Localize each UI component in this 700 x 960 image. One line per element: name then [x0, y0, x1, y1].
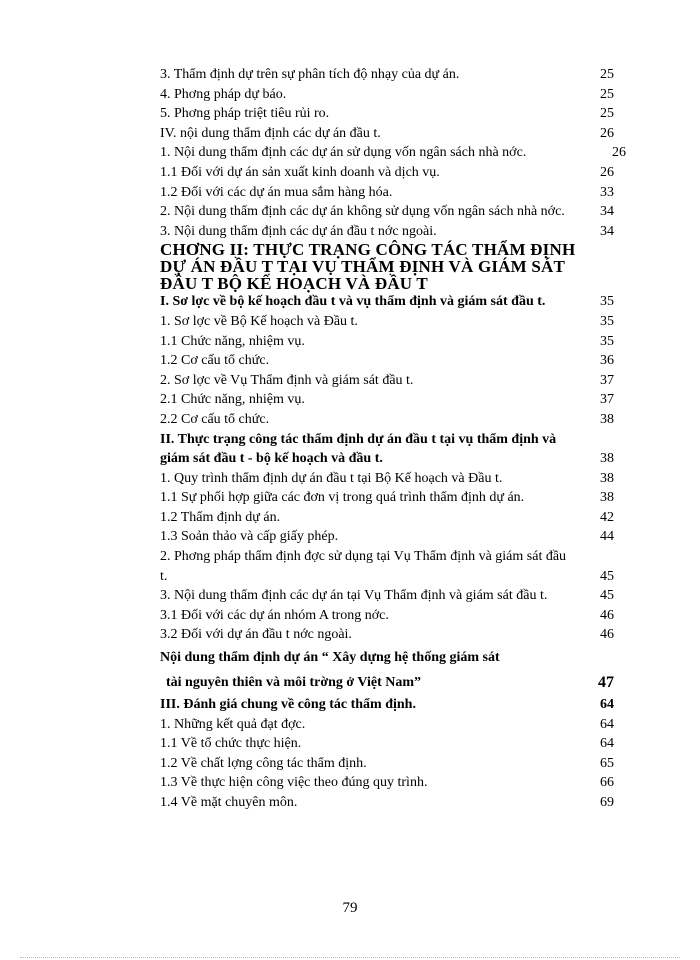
- toc-entry-text: 1.2 Đối với các dự án mua sắm hàng hóa.: [160, 184, 393, 200]
- toc-entry-page: 46: [600, 627, 614, 643]
- toc-entry: [160, 527, 620, 547]
- toc-entry: [160, 390, 620, 410]
- toc-entry: [160, 586, 614, 606]
- toc-entry-page: 26: [600, 164, 614, 180]
- toc-entry-text: IV. nội dung thẩm định các dự án đầu t.: [160, 125, 381, 141]
- toc-entry: [160, 606, 620, 626]
- toc-entry: [160, 508, 620, 528]
- toc-entry: [160, 695, 620, 715]
- toc-entry-page: 44: [600, 529, 614, 545]
- toc-entry: [160, 202, 614, 222]
- toc-entry: [160, 430, 614, 469]
- toc-entry: [160, 222, 620, 242]
- toc-entry-page: 35: [600, 313, 614, 329]
- toc-entry-page: 38: [600, 411, 614, 427]
- toc-entry: [160, 183, 620, 203]
- toc-entry-page: 64: [600, 716, 614, 732]
- toc-entry-page: 26: [600, 125, 614, 141]
- page-number: 79: [342, 900, 358, 916]
- toc-entry-page: 35: [600, 333, 614, 349]
- toc-entry: [160, 104, 620, 124]
- toc-entry-page: 66: [600, 775, 614, 791]
- toc-entry-page: 42: [600, 509, 614, 525]
- toc-entry-text: tài nguyên thiên và môi trờng ở Việt Nam”: [166, 675, 422, 691]
- toc-entry-text: 3. Nội dung thẩm định các dự án đầu t nớc ngoài.: [160, 223, 437, 239]
- toc-entry: [160, 670, 620, 695]
- toc-entry-page: 46: [600, 607, 614, 623]
- toc-entry-text: 1.3 Về thực hiện công việc theo đúng quy trình.: [160, 775, 428, 791]
- toc-entry-text: 4. Phơng pháp dự báo.: [160, 86, 287, 102]
- toc-entry: [160, 65, 620, 85]
- toc-entry-page: 45: [600, 568, 614, 584]
- toc-entry-text: 1.2 Thẩm định dự án.: [160, 509, 281, 525]
- toc-entry-text: 5. Phơng pháp triệt tiêu rủi ro.: [160, 106, 330, 122]
- toc-entry: [160, 488, 620, 508]
- toc-entry-page: 35: [600, 294, 614, 310]
- toc-entry: [160, 85, 620, 105]
- toc-entry-text: 2. Sơ lợc về Vụ Thẩm định và giám sát đầu t.: [160, 372, 414, 388]
- toc-entry: [160, 163, 620, 183]
- toc-entry: [160, 547, 614, 586]
- toc-entry: [160, 292, 614, 312]
- toc-entry: [160, 124, 620, 144]
- toc-entry-page: 38: [600, 451, 614, 467]
- toc-entry: [160, 625, 620, 645]
- toc-entry-page: 38: [600, 490, 614, 506]
- toc-entry: [160, 410, 620, 430]
- toc-entry: [160, 754, 620, 774]
- toc-entry-page: 47: [598, 674, 614, 692]
- toc-entry: [160, 332, 620, 352]
- chapter-heading-text: CHƠNG II: THỰC TRẠNG CÔNG TÁC THẨM ĐỊNH DỰ ÁN ĐẦU T TẠI VỤ THẨM ĐỊNH VÀ GIÁM SÁT ĐẦU T BỘ KẾ HOẠCH VÀ ĐẦU T: [160, 240, 576, 294]
- toc-entry-text: 1. Sơ lợc về Bộ Kế hoạch và Đầu t.: [160, 313, 358, 329]
- toc-entry-text: 2. Phơng pháp thẩm định đợc sử dụng tại Vụ Thẩm định và giám sát đầu t.: [160, 549, 567, 584]
- table-of-contents: [160, 65, 626, 813]
- toc-entry-page: 34: [600, 223, 614, 239]
- toc-entry-text: 1.2 Cơ cấu tổ chức.: [160, 353, 270, 369]
- toc-entry-text: 2.1 Chức năng, nhiệm vụ.: [160, 392, 305, 408]
- toc-entry: [160, 371, 620, 391]
- toc-entry-text: 1.1 Đối với dự án sản xuất kinh doanh và dịch vụ.: [160, 164, 440, 180]
- toc-entry-page: 25: [600, 86, 614, 102]
- toc-entry-page: 64: [600, 736, 614, 752]
- toc-entry-text: 2. Nội dung thẩm định các dự án không sử dụng vốn ngân sách nhà nớc.: [160, 204, 565, 220]
- toc-entry-page: 45: [600, 588, 614, 604]
- toc-entry-page: 65: [600, 755, 614, 771]
- toc-entry: [160, 793, 620, 813]
- toc-entry-text: 3. Thẩm định dự trên sự phân tích độ nhạy của dự án.: [160, 67, 460, 82]
- toc-entry-text: 1. Nội dung thẩm định các dự án sử dụng vốn ngân sách nhà nớc.: [160, 145, 527, 161]
- toc-entry-page: 37: [600, 372, 614, 388]
- toc-entry: [160, 645, 620, 670]
- toc-entry: [160, 312, 620, 332]
- toc-entry-text: 1. Những kết quả đạt đợc.: [160, 716, 306, 732]
- toc-entry-text: 3. Nội dung thẩm định các dự án tại Vụ Thẩm định và giám sát đầu t.: [160, 588, 548, 604]
- toc-entry-text: III. Đánh giá chung về công tác thẩm định.: [160, 697, 416, 713]
- toc-entry-text: 1.3 Soản thảo và cấp giấy phép.: [160, 529, 339, 545]
- toc-entry-page: 33: [600, 184, 614, 200]
- toc-entry-page: 69: [600, 795, 614, 810]
- toc-entry-text: 1. Quy trình thẩm định dự án đầu t tại Bộ Kế hoạch và Đầu t.: [160, 470, 503, 486]
- toc-entry-text: 1.2 Về chất lợng công tác thẩm định.: [160, 755, 367, 771]
- toc-entry-text: Nội dung thẩm định dự án “ Xây dựng hệ thống giám sát: [160, 650, 500, 666]
- toc-entry-page: 25: [600, 106, 614, 122]
- toc-entry-text: 1.1 Sự phối hợp giữa các đơn vị trong quá trình thẩm định dự án.: [160, 490, 525, 506]
- toc-entry-text: 2.2 Cơ cấu tổ chức.: [160, 411, 270, 427]
- toc-entry-page: 26: [612, 145, 626, 161]
- toc-entry-text: 3.1 Đối với các dự án nhóm A trong nớc.: [160, 607, 389, 623]
- toc-entry: [160, 469, 620, 489]
- toc-entry: [160, 715, 620, 735]
- toc-entry-text: 3.2 Đối với dự án đầu t nớc ngoài.: [160, 627, 352, 643]
- page-bottom-divider: [20, 957, 680, 958]
- toc-entry: [160, 734, 620, 754]
- toc-entry: [160, 773, 620, 793]
- chapter-heading: [160, 241, 600, 292]
- toc-entry-page: 38: [600, 470, 614, 486]
- toc-entry-text: 1.1 Chức năng, nhiệm vụ.: [160, 333, 305, 349]
- toc-entry: [160, 351, 620, 371]
- toc-entry-page: 64: [600, 697, 614, 713]
- toc-entry-text: 1.1 Về tổ chức thực hiện.: [160, 736, 302, 752]
- toc-entry-page: 37: [600, 392, 614, 408]
- toc-entry-page: 34: [600, 204, 614, 220]
- toc-entry-page: 36: [600, 353, 614, 369]
- toc-entry-page: 25: [600, 67, 614, 82]
- toc-entry-text: II. Thực trạng công tác thẩm định dự án đầu t tại vụ thẩm định và giám sát đầu t - bộ kế hoạch và đầu t.: [160, 431, 557, 467]
- toc-entry: [160, 143, 626, 163]
- toc-entry-text: 1.4 Về mặt chuyên môn.: [160, 795, 298, 810]
- toc-entry-text: I. Sơ lợc về bộ kế hoạch đầu t và vụ thẩm định và giám sát đầu t.: [160, 294, 546, 310]
